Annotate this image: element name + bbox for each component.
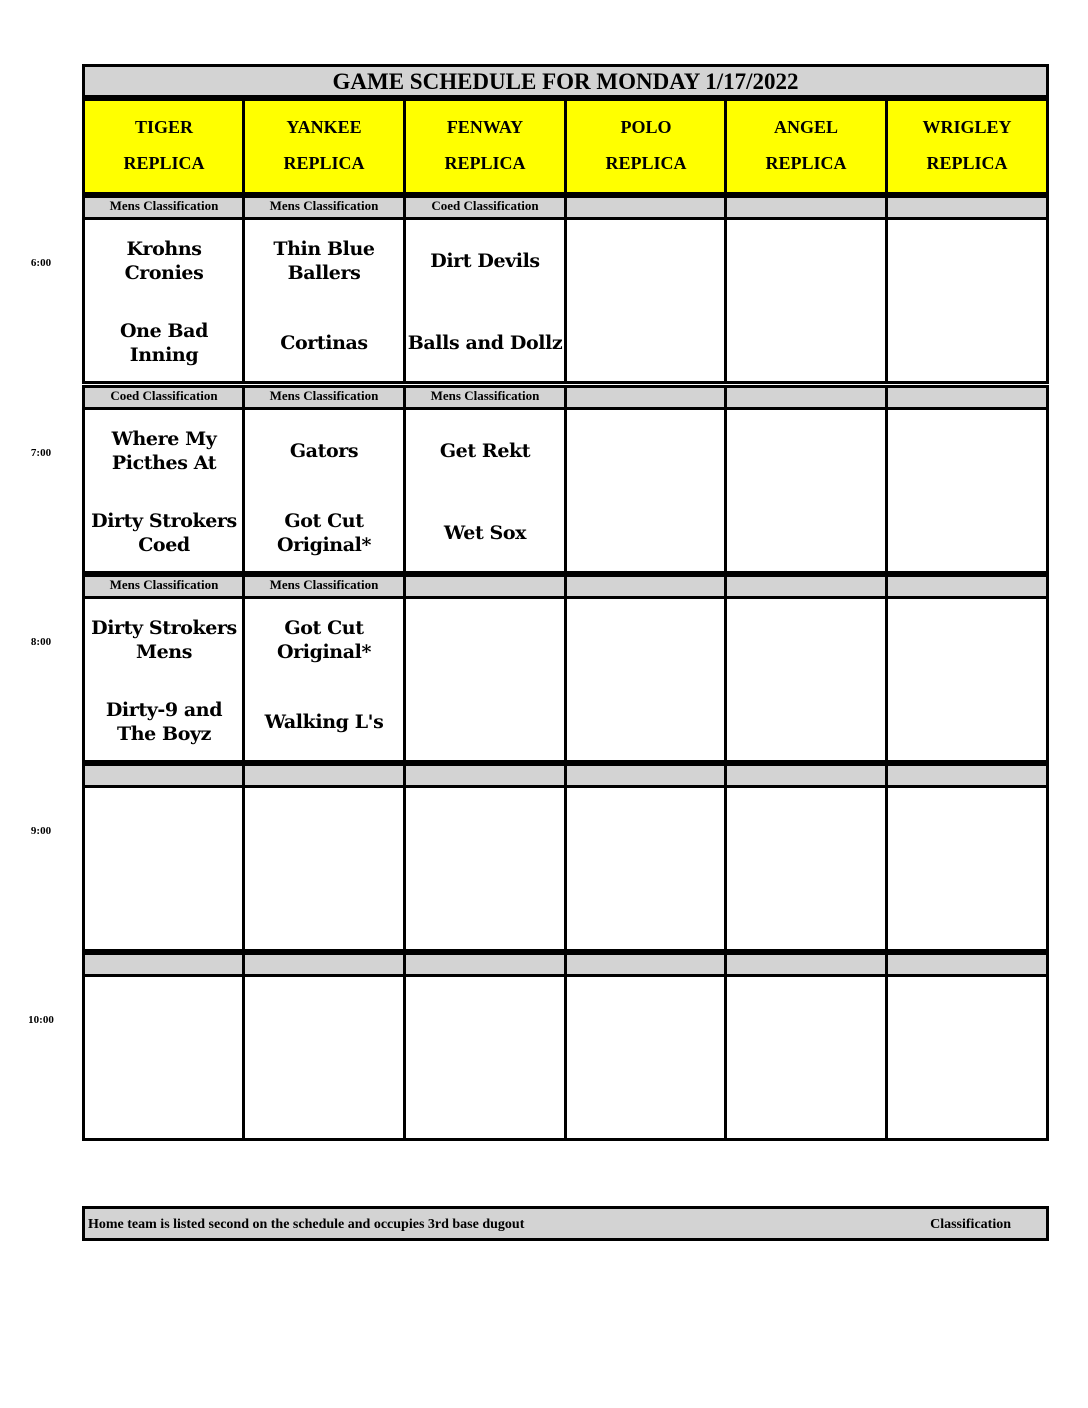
game-cell — [724, 596, 888, 763]
time-label-900: 9:00 — [30, 825, 52, 837]
time-label-800: 8:00 — [30, 636, 52, 648]
classification-cell: Mens Classification — [242, 195, 406, 220]
game-cell — [564, 596, 728, 763]
away-team — [245, 599, 403, 681]
field-name: WRIGLEY — [922, 117, 1012, 137]
field-subname: REPLICA — [283, 153, 365, 173]
away-team — [85, 599, 243, 681]
field-header-yankee — [242, 98, 406, 195]
classification-cell: Coed Classification — [82, 385, 246, 410]
field-subname: REPLICA — [605, 153, 687, 173]
home-team — [85, 681, 243, 763]
home-team-name: Dirty-9 and The Boyz — [105, 699, 223, 745]
away-team — [245, 220, 403, 302]
away-team-name: Gators — [289, 440, 359, 462]
game-cell — [564, 785, 728, 952]
field-name: POLO — [620, 117, 672, 137]
away-team — [406, 410, 564, 492]
game-cell — [242, 407, 406, 574]
classification-cell: Mens Classification — [242, 574, 406, 599]
home-team — [85, 492, 243, 574]
game-cell — [403, 407, 567, 574]
classification-cell: Coed Classification — [403, 195, 567, 220]
home-team-name: One Bad Inning — [120, 320, 208, 366]
away-team — [85, 220, 243, 302]
game-cell — [724, 407, 888, 574]
game-cell — [724, 785, 888, 952]
home-team-name: Dirty Strokers Coed — [91, 510, 237, 556]
away-team-name: Where My Picthes At — [111, 428, 217, 474]
field-name: YANKEE — [286, 117, 362, 137]
classification-cell: Mens Classification — [242, 385, 406, 410]
field-header-fenway — [403, 98, 567, 195]
classification-label: Classification — [930, 1217, 1011, 1232]
away-team — [406, 220, 564, 302]
game-cell — [885, 407, 1049, 574]
game-cell — [564, 407, 728, 574]
game-cell — [564, 974, 728, 1141]
away-team — [245, 410, 403, 492]
home-team-name: Got Cut Original* — [277, 510, 371, 556]
classification-cell: Mens Classification — [403, 385, 567, 410]
game-cell — [885, 217, 1049, 384]
field-name: FENWAY — [446, 117, 524, 137]
home-team-name: Balls and Dollz — [407, 332, 563, 354]
field-subname: REPLICA — [926, 153, 1008, 173]
field-name: ANGEL — [773, 117, 838, 137]
away-team-name: Got Cut Original* — [277, 617, 371, 663]
home-team-note: Home team is listed second on the schedule and occupies 3rd base dugout — [88, 1217, 525, 1232]
game-cell — [82, 974, 246, 1141]
field-name: TIGER — [134, 117, 194, 137]
game-cell — [885, 974, 1049, 1141]
home-team-name: Walking L's — [264, 711, 384, 733]
home-team-name: Wet Sox — [443, 522, 527, 544]
game-cell — [82, 407, 246, 574]
game-cell — [82, 217, 246, 384]
field-subname: REPLICA — [123, 153, 205, 173]
game-cell — [242, 217, 406, 384]
home-team — [406, 302, 564, 384]
field-header-polo — [564, 98, 728, 195]
field-header-angel — [724, 98, 888, 195]
game-cell — [724, 217, 888, 384]
home-team — [245, 302, 403, 384]
game-cell — [885, 596, 1049, 763]
game-cell — [82, 596, 246, 763]
schedule-title: GAME SCHEDULE FOR MONDAY 1/17/2022 — [82, 64, 1049, 98]
game-schedule-sheet — [82, 64, 1049, 1232]
game-cell — [242, 785, 406, 952]
field-header-wrigley — [885, 98, 1049, 195]
game-cell — [564, 217, 728, 384]
away-team-name: Dirty Strokers Mens — [91, 617, 237, 663]
away-team-name: Thin Blue Ballers — [273, 238, 375, 284]
away-team — [85, 410, 243, 492]
game-cell — [403, 596, 567, 763]
home-team — [85, 302, 243, 384]
field-subname: REPLICA — [765, 153, 847, 173]
game-cell — [242, 596, 406, 763]
away-team-name: Krohns Cronies — [124, 238, 204, 284]
game-cell — [403, 974, 567, 1141]
game-cell — [82, 785, 246, 952]
schedule-footer — [82, 1206, 1049, 1241]
game-cell — [242, 974, 406, 1141]
home-team — [245, 492, 403, 574]
home-team — [245, 681, 403, 763]
home-team — [406, 492, 564, 574]
field-subname: REPLICA — [444, 153, 526, 173]
game-cell — [724, 974, 888, 1141]
classification-cell: Mens Classification — [82, 195, 246, 220]
time-label-700: 7:00 — [30, 447, 52, 459]
time-label-1000: 10:00 — [28, 1014, 54, 1026]
away-team-name: Get Rekt — [439, 440, 531, 462]
game-cell — [403, 217, 567, 384]
time-label-600: 6:00 — [30, 257, 52, 269]
home-team-name: Cortinas — [280, 332, 368, 354]
away-team-name: Dirt Devils — [430, 250, 540, 272]
classification-cell: Mens Classification — [82, 574, 246, 599]
field-header-tiger — [82, 98, 246, 195]
game-cell — [885, 785, 1049, 952]
game-cell — [403, 785, 567, 952]
